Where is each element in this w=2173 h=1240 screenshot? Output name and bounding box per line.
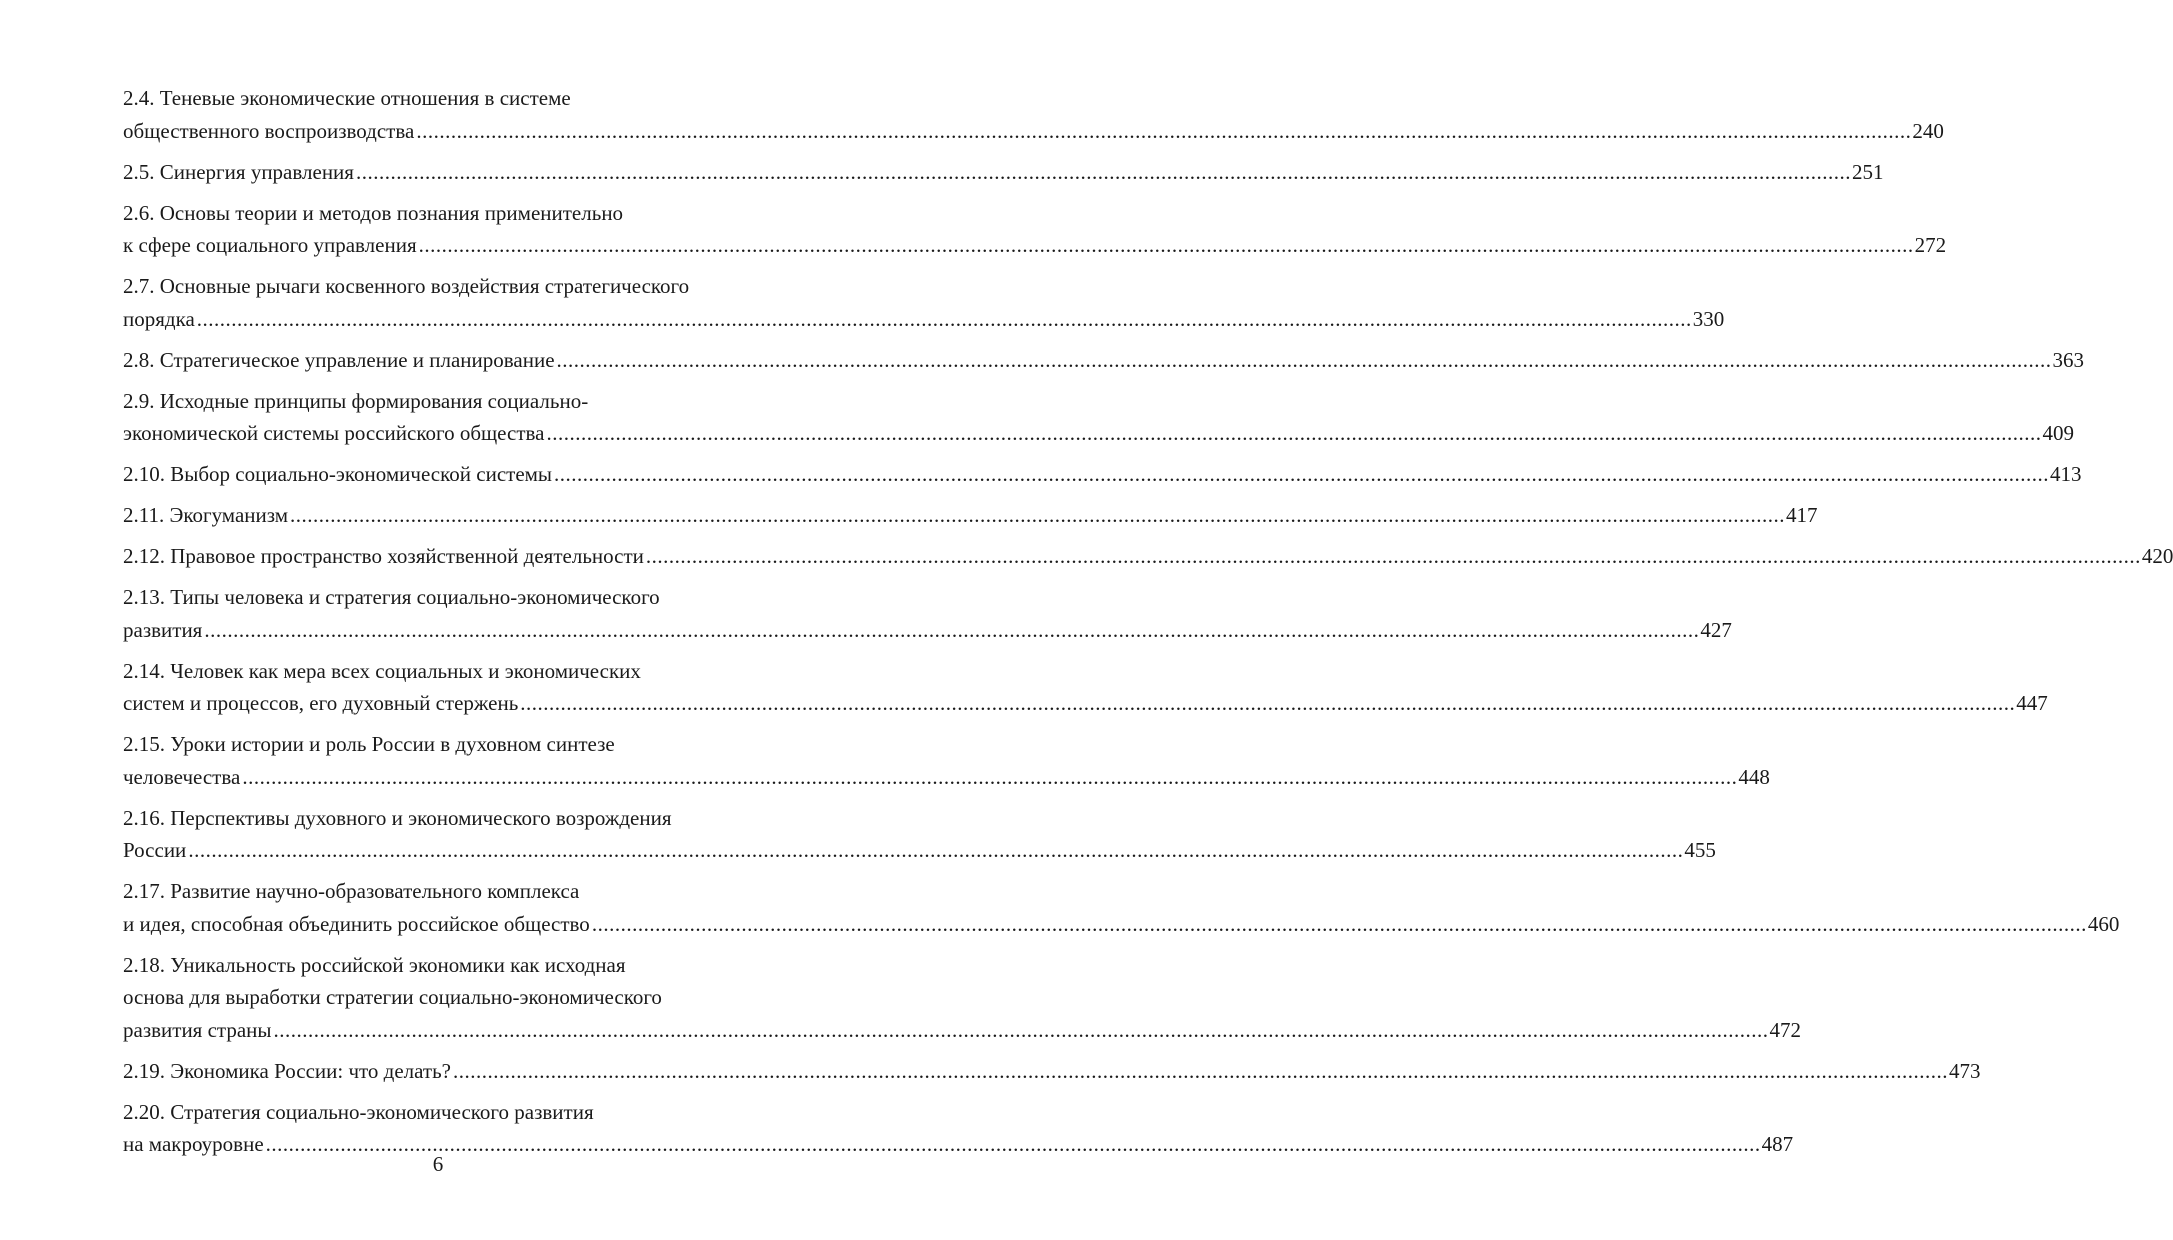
toc-entry-line: 2.4. Теневые экономические отношения в системе [123, 86, 571, 110]
toc-entry [123, 270, 1725, 335]
toc-entry [123, 156, 1884, 189]
toc-entry-title: на макроуровне [123, 1132, 264, 1156]
toc-entry-line: 2.13. Типы человека и стратегия социально-экономического [123, 585, 660, 609]
toc-entry-last-line [123, 908, 2120, 941]
toc-entry-title: 2.12. Правовое пространство хозяйственной деятельности [123, 544, 644, 568]
dot-leader: .................................................................................................................................................................................................................................................................... [546, 421, 2042, 445]
toc-entry-page: 413 [2050, 462, 2082, 486]
toc-entry-title: и идея, способная объединить российское общество [123, 911, 590, 936]
toc-entry [123, 802, 1716, 867]
dot-leader: .................................................................................................................................................................................................................................................................... [556, 347, 2052, 372]
toc-entry-last-line [123, 156, 1884, 189]
dot-leader: .................................................................................................................................................................................................................................................................... [520, 691, 2016, 715]
toc-entry-title: 2.11. Экогуманизм [123, 503, 289, 527]
toc-entry [123, 458, 2082, 491]
toc-entry-page: 330 [1692, 306, 1725, 331]
toc-entry-line: 2.9. Исходные принципы формирования социально- [123, 388, 589, 413]
toc-entry-line: 2.6. Основы теории и методов познания применительно [123, 200, 624, 225]
dot-leader: .................................................................................................................................................................................................................................................................... [265, 1132, 1761, 1156]
dot-leader: .................................................................................................................................................................................................................................................................... [591, 911, 2087, 936]
toc-entry-line: 2.16. Перспективы духовного и экономического возрождения [123, 805, 672, 830]
toc-entry-line: 2.20. Стратегия социально-экономического развития [123, 1099, 594, 1124]
toc-entry [123, 581, 1732, 646]
dot-leader: .................................................................................................................................................................................................................................................................... [188, 838, 1684, 862]
toc-entry-page: 240 [1912, 118, 1944, 143]
toc-entry-title: развития [123, 617, 203, 642]
toc-entry-line: 2.14. Человек как мера всех социальных и экономических [123, 658, 641, 683]
toc-entry [123, 728, 1770, 793]
dot-leader: .................................................................................................................................................................................................................................................................... [196, 306, 1692, 331]
toc-entry [123, 344, 2085, 377]
toc-entry-last-line [123, 687, 2048, 720]
toc-entry-title: к сфере социального управления [123, 233, 417, 257]
toc-entry-last-line [123, 344, 2085, 377]
toc-entry [123, 1055, 1981, 1088]
toc-entry-last-line [123, 229, 1947, 262]
toc-entry-page: 472 [1769, 1017, 1802, 1042]
toc-entry [123, 875, 2120, 940]
dot-leader: .................................................................................................................................................................................................................................................................... [418, 233, 1914, 257]
toc-entry [123, 197, 1947, 262]
dot-leader: .................................................................................................................................................................................................................................................................... [554, 462, 2050, 486]
toc-entry-last-line [123, 303, 1725, 336]
toc-entry [123, 949, 1802, 1047]
toc-entry-last-line [123, 417, 2074, 450]
toc-entry-page: 473 [1949, 1058, 1981, 1083]
table-of-contents [123, 82, 2173, 1169]
toc-entry [123, 499, 1818, 532]
toc-entry-page: 417 [1786, 503, 1818, 527]
dot-leader: .................................................................................................................................................................................................................................................................... [416, 118, 1912, 143]
toc-entry-last-line [123, 540, 2173, 573]
toc-entry-line: 2.17. Развитие научно-образовательного комплекса [123, 879, 580, 903]
dot-leader: .................................................................................................................................................................................................................................................................... [355, 159, 1851, 184]
toc-entry-title: 2.10. Выбор социально-экономической системы [123, 462, 553, 486]
toc-entry-line: 2.15. Уроки истории и роль России в духовном синтезе [123, 732, 615, 756]
toc-entry-page: 363 [2052, 347, 2085, 372]
toc-entry-page: 427 [1700, 617, 1732, 642]
dot-leader: .................................................................................................................................................................................................................................................................... [273, 1017, 1769, 1042]
toc-entry-title: экономической системы российского общества [123, 421, 545, 445]
toc-entry-title: 2.19. Экономика России: что делать? [123, 1058, 452, 1083]
dot-leader: .................................................................................................................................................................................................................................................................... [204, 617, 1700, 642]
dot-leader: .................................................................................................................................................................................................................................................................... [242, 764, 1738, 789]
toc-entry-last-line [123, 761, 1770, 794]
toc-entry-title: человечества [123, 764, 241, 789]
toc-entry [123, 540, 2173, 573]
dot-leader: .................................................................................................................................................................................................................................................................... [645, 544, 2141, 568]
toc-entry-page: 460 [2087, 911, 2120, 936]
toc-entry [123, 385, 2074, 450]
toc-entry-page: 447 [2016, 691, 2048, 715]
toc-entry-page: 455 [1684, 838, 1716, 862]
toc-entry-title: 2.8. Стратегическое управление и планирование [123, 347, 555, 372]
toc-entry-line: 2.18. Уникальность российской экономики как исходная [123, 952, 626, 977]
page-number: 6 [432, 1152, 444, 1176]
toc-entry-page: 487 [1761, 1132, 1794, 1156]
toc-entry-title: 2.5. Синергия управления [123, 159, 354, 184]
toc-entry-title: развития страны [123, 1017, 272, 1042]
toc-entry-page: 251 [1851, 159, 1884, 184]
toc-entry-title: России [123, 838, 187, 862]
toc-entry-page: 420 [2141, 544, 2173, 568]
toc-entry-last-line [123, 1014, 1802, 1047]
toc-entry-title: порядка [123, 306, 195, 331]
toc-entry-line: основа для выработки стратегии социально-экономического [123, 985, 662, 1009]
toc-entry [123, 82, 1944, 147]
toc-entry-page: 272 [1914, 233, 1947, 257]
toc-entry-last-line [123, 499, 1818, 532]
toc-entry [123, 655, 2048, 720]
toc-entry-title: общественного воспроизводства [123, 118, 415, 143]
toc-entry-title: систем и процессов, его духовный стержень [123, 691, 519, 715]
toc-entry-last-line [123, 115, 1944, 148]
toc-entry-last-line [123, 614, 1732, 647]
dot-leader: .................................................................................................................................................................................................................................................................... [290, 503, 1786, 527]
toc-entry-last-line [123, 1055, 1981, 1088]
toc-entry-page: 409 [2042, 421, 2074, 445]
toc-entry-page: 448 [1738, 764, 1770, 789]
toc-entry-last-line [123, 458, 2082, 491]
toc-entry-last-line [123, 834, 1716, 867]
toc-entry-line: 2.7. Основные рычаги косвенного воздействия стратегического [123, 274, 690, 298]
dot-leader: .................................................................................................................................................................................................................................................................... [453, 1058, 1949, 1083]
